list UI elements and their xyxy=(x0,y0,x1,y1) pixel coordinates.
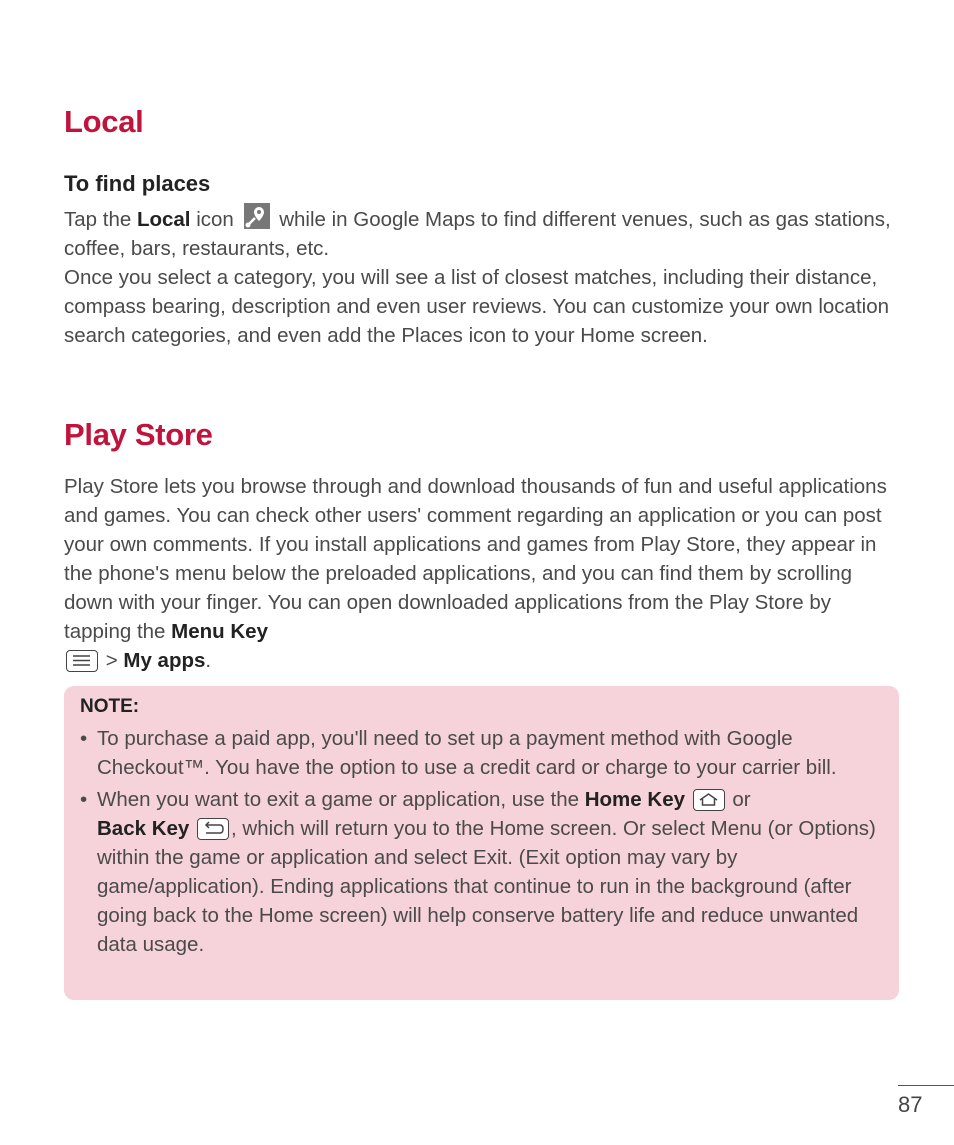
text-span: while in Google Maps to find different venues, such as gas stations, coffee, bars, restaurants, etc. xyxy=(64,208,891,260)
play-store-heading: Play Store xyxy=(64,417,213,452)
note-box xyxy=(64,686,899,1000)
text-span: , which will return you to the Home screen. Or select Menu (or Options) within the game or application and select Exit. (Exit option may vary by game/application). Ending applications that continue to run in the background (after going back to the Home screen) will help conserve battery life and reduce unwanted data usage. xyxy=(97,817,876,956)
local-bold: Local xyxy=(136,208,191,231)
local-paragraph-1 xyxy=(64,203,894,263)
home-key-icon xyxy=(693,789,725,811)
note-list xyxy=(80,724,880,962)
back-key-icon xyxy=(197,818,229,840)
local-paragraph-2: Once you select a category, you will see a list of closest matches, including their distance, compass bearing, description and even user reviews. You can customize your own location search categories, and even add the Places icon to your Home screen. xyxy=(64,266,890,347)
text-span: . xyxy=(205,649,212,672)
text-span: When you want to exit a game or application, use the xyxy=(97,788,585,811)
play-store-paragraph xyxy=(64,472,894,675)
local-heading: Local xyxy=(64,104,144,139)
bullet: • xyxy=(80,788,88,811)
note-item-1-text: To purchase a paid app, you'll need to set up a payment method with Google Checkout™. You have the option to use a credit card or charge to your carrier bill. xyxy=(97,727,837,779)
bullet: • xyxy=(80,727,88,750)
note-item-2 xyxy=(80,785,880,959)
note-item-1 xyxy=(80,724,880,782)
my-apps-label: My apps xyxy=(123,649,206,672)
menu-key-label: Menu Key xyxy=(171,620,268,643)
back-key-label: Back Key xyxy=(97,817,190,840)
text-span: Play Store lets you browse through and download thousands of fun and useful applications and games. You can check other users' comment regarding an application or you can post your own comments. If you install applications and games from Play Store, they appear in the phone's menu below the preloaded applications, and you can find them by scrolling down with your finger. You can open downloaded applications from the Play Store by tapping the xyxy=(64,475,887,643)
text-span: or xyxy=(726,788,751,811)
find-places-subheading: To find places xyxy=(64,171,211,196)
page-number-rule xyxy=(898,1085,954,1086)
text-span: Tap the xyxy=(64,208,137,231)
menu-key-icon xyxy=(66,650,98,672)
local-places-icon xyxy=(244,203,270,229)
note-title: NOTE: xyxy=(80,696,140,717)
text-span: icon xyxy=(190,208,240,231)
page-number: 87 xyxy=(898,1092,923,1117)
text-span: > xyxy=(100,649,124,672)
home-key-label: Home Key xyxy=(584,788,685,811)
